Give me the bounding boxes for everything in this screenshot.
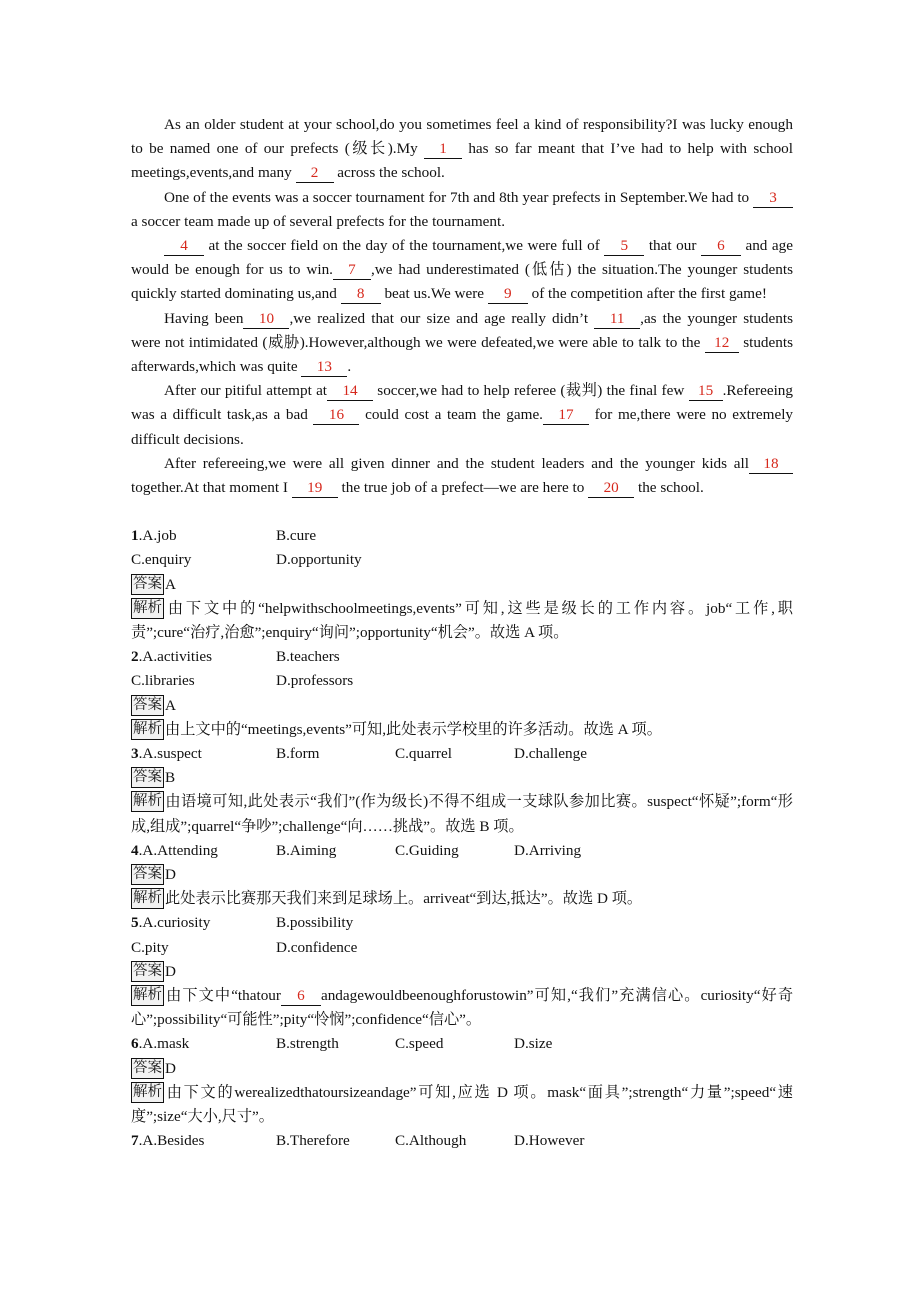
option-d: D.Arriving [514, 841, 582, 859]
option-b: B.cure [276, 527, 317, 545]
answer-tag: 答案 [131, 695, 164, 716]
option-d: D.professors [276, 672, 354, 690]
option-a: .A.Besides [138, 1132, 205, 1150]
answer-tag: 答案 [131, 961, 164, 982]
option-d: D.challenge [514, 744, 587, 762]
option-c: C.enquiry [131, 551, 192, 569]
blank-17: 17 [543, 406, 589, 425]
question-1-analysis: 解析 由下文中的“helpwithschoolmeetings,events”可知,这些是级长的工作内容。job“工作,职责”;cure“治疗,治愈”;enquiry“询问”;opportunity“机会”。故选 A 项。 [131, 599, 793, 642]
question-5-options-cd [131, 936, 793, 960]
option-a: .A.Attending [138, 841, 218, 859]
option-c: C.speed [395, 1035, 444, 1053]
section-gap [131, 500, 793, 524]
question-6-options: 6.A.mask B.strength C.speed D.size [131, 1032, 793, 1056]
option-b: B.Therefore [276, 1132, 350, 1150]
answer-value: D [165, 1059, 176, 1077]
blank-8: 8 [341, 285, 381, 304]
question-1-options-ab: 1.A.job B.cure [131, 524, 793, 548]
question-5-options-ab: 5.A.curiosity B.possibility [131, 911, 793, 935]
option-a: .A.mask [138, 1035, 190, 1053]
question-7-options: 7.A.Besides B.Therefore C.Although D.However [131, 1129, 793, 1153]
analysis-tag: 解析 [131, 719, 164, 740]
blank-4: 4 [164, 237, 204, 256]
analysis-tag: 解析 [131, 888, 164, 909]
question-5-answer [131, 960, 793, 984]
answer-value: D [165, 865, 176, 883]
blank-16: 16 [313, 406, 359, 425]
blank-11: 11 [594, 310, 640, 329]
option-d: D.confidence [276, 938, 358, 956]
option-b: B.teachers [276, 648, 340, 666]
option-b: B.strength [276, 1035, 339, 1053]
passage-paragraph-6: After refereeing,we were all given dinner and the student leaders and the younger kids all 18 together.At that moment I 19 the true job of a prefect—we are here to 20 the school. [131, 452, 793, 500]
passage-paragraph-3: 4 at the soccer field on the day of the tournament,we were full of 5 that our 6 and age would be enough for us to win. 7 ,we had underestimated (低估) the situation.The younger students quickly started dominating us,and 8 beat us.We were 9 of the competition after the first game! [131, 237, 794, 303]
blank-1: 1 [424, 140, 462, 159]
blank-3: 3 [753, 189, 793, 208]
question-2-answer [131, 694, 793, 718]
blank-2: 2 [296, 164, 334, 183]
option-a: .A.job [138, 527, 177, 545]
option-b: B.possibility [276, 914, 354, 932]
option-d: D.opportunity [276, 551, 362, 569]
answer-value: A [165, 575, 176, 593]
analysis-tag: 解析 [131, 598, 164, 619]
option-d: D.However [514, 1132, 585, 1150]
question-3-analysis: 解析 由语境可知,此处表示“我们”(作为级长)不得不组成一支球队参加比赛。suspect“怀疑”;form“形成,组成”;quarrel“争吵”;challenge“向……挑战”。故选 B 项。 [131, 793, 793, 835]
answer-tag: 答案 [131, 767, 164, 788]
answer-tag: 答案 [131, 1058, 164, 1079]
blank-20: 20 [588, 479, 634, 498]
document-page [131, 113, 793, 1153]
blank-6: 6 [701, 237, 741, 256]
question-3-options: 3.A.suspect B.form C.quarrel D.challenge [131, 742, 793, 766]
blank-12: 12 [705, 334, 739, 353]
blank-9: 9 [488, 285, 528, 304]
option-b: B.form [276, 744, 320, 762]
blank-18: 18 [749, 455, 793, 474]
blank-14: 14 [327, 382, 373, 401]
passage-paragraph-5: After our pitiful attempt at 14 soccer,we had to help referee (裁判) the final few 15 .Refereeing was a difficult task,as a bad 16 could cost a team the game. 17 for me,there were no extremely difficult decisions. [131, 382, 794, 448]
answer-tag: 答案 [131, 574, 164, 595]
blank-7: 7 [333, 261, 371, 280]
question-2-analysis: 解析 由上文中的“meetings,events”可知,此处表示学校里的许多活动。故选 A 项。 [133, 720, 662, 738]
answer-value: D [165, 962, 176, 980]
question-4-answer [131, 863, 793, 887]
analysis-tag: 解析 [131, 791, 164, 812]
question-6-analysis: 解析 由下文的werealizedthatoursizeandage”可知,应选 D 项。mask“面具”;strength“力量”;speed“速度”;size“大小,尺寸”。 [131, 1083, 793, 1125]
answer-value: A [165, 696, 176, 714]
answer-value: B [165, 769, 176, 787]
analysis-tag: 解析 [131, 985, 164, 1006]
option-a: .A.suspect [138, 744, 202, 762]
question-3-answer [131, 766, 793, 790]
question-2-options-cd [131, 669, 793, 693]
option-c: C.Although [395, 1132, 467, 1150]
option-c: C.quarrel [395, 744, 452, 762]
passage-paragraph-2: One of the events was a soccer tournament for 7th and 8th year prefects in September.We had to 3 a soccer team made up of several prefects for the tournament. [131, 186, 793, 234]
analysis-tag: 解析 [131, 1082, 164, 1103]
passage-paragraph-4: Having been 10 ,we realized that our size and age really didn’t 11 ,as the younger students were not intimidated (威胁).However,although we were defeated,we were able to talk to the 12 students afterwards,which was quite 13 . [131, 309, 793, 376]
option-b: B.Aiming [276, 841, 337, 859]
question-5-analysis: 解析 由下文中“thatour 6 andagewouldbeenoughforustowin”可知,“我们”充满信心。curiosity“好奇心”;possibility“可能性”;pity“怜悯”;confidence“信心”。 [131, 986, 794, 1029]
blank-6-reference: 6 [281, 987, 321, 1006]
option-c: C.Guiding [395, 841, 459, 859]
blank-13: 13 [301, 358, 347, 377]
option-a: .A.activities [138, 648, 212, 666]
passage-paragraph-1: As an older student at your school,do you sometimes feel a kind of responsibility?I was lucky enough to be named one of our prefects (级长).My 1 has so far meant that I’ve had to help with school meetings,events,and many 2 across the school. [131, 116, 793, 182]
option-d: D.size [514, 1035, 553, 1053]
question-1-answer [131, 573, 793, 597]
option-a: .A.curiosity [138, 914, 211, 932]
question-6-answer [131, 1057, 793, 1081]
option-c: C.pity [131, 938, 169, 956]
blank-15: 15 [689, 382, 723, 401]
blank-5: 5 [604, 237, 644, 256]
question-2-options-ab: 2.A.activities B.teachers [131, 645, 793, 669]
blank-10: 10 [243, 310, 289, 329]
answer-tag: 答案 [131, 864, 164, 885]
blank-19: 19 [292, 479, 338, 498]
question-4-analysis: 解析 此处表示比赛那天我们来到足球场上。arriveat“到达,抵达”。故选 D 项。 [133, 890, 643, 908]
question-4-options: 4.A.Attending B.Aiming C.Guiding D.Arriving [131, 839, 793, 863]
option-c: C.libraries [131, 672, 195, 690]
question-1-options-cd [131, 548, 793, 572]
